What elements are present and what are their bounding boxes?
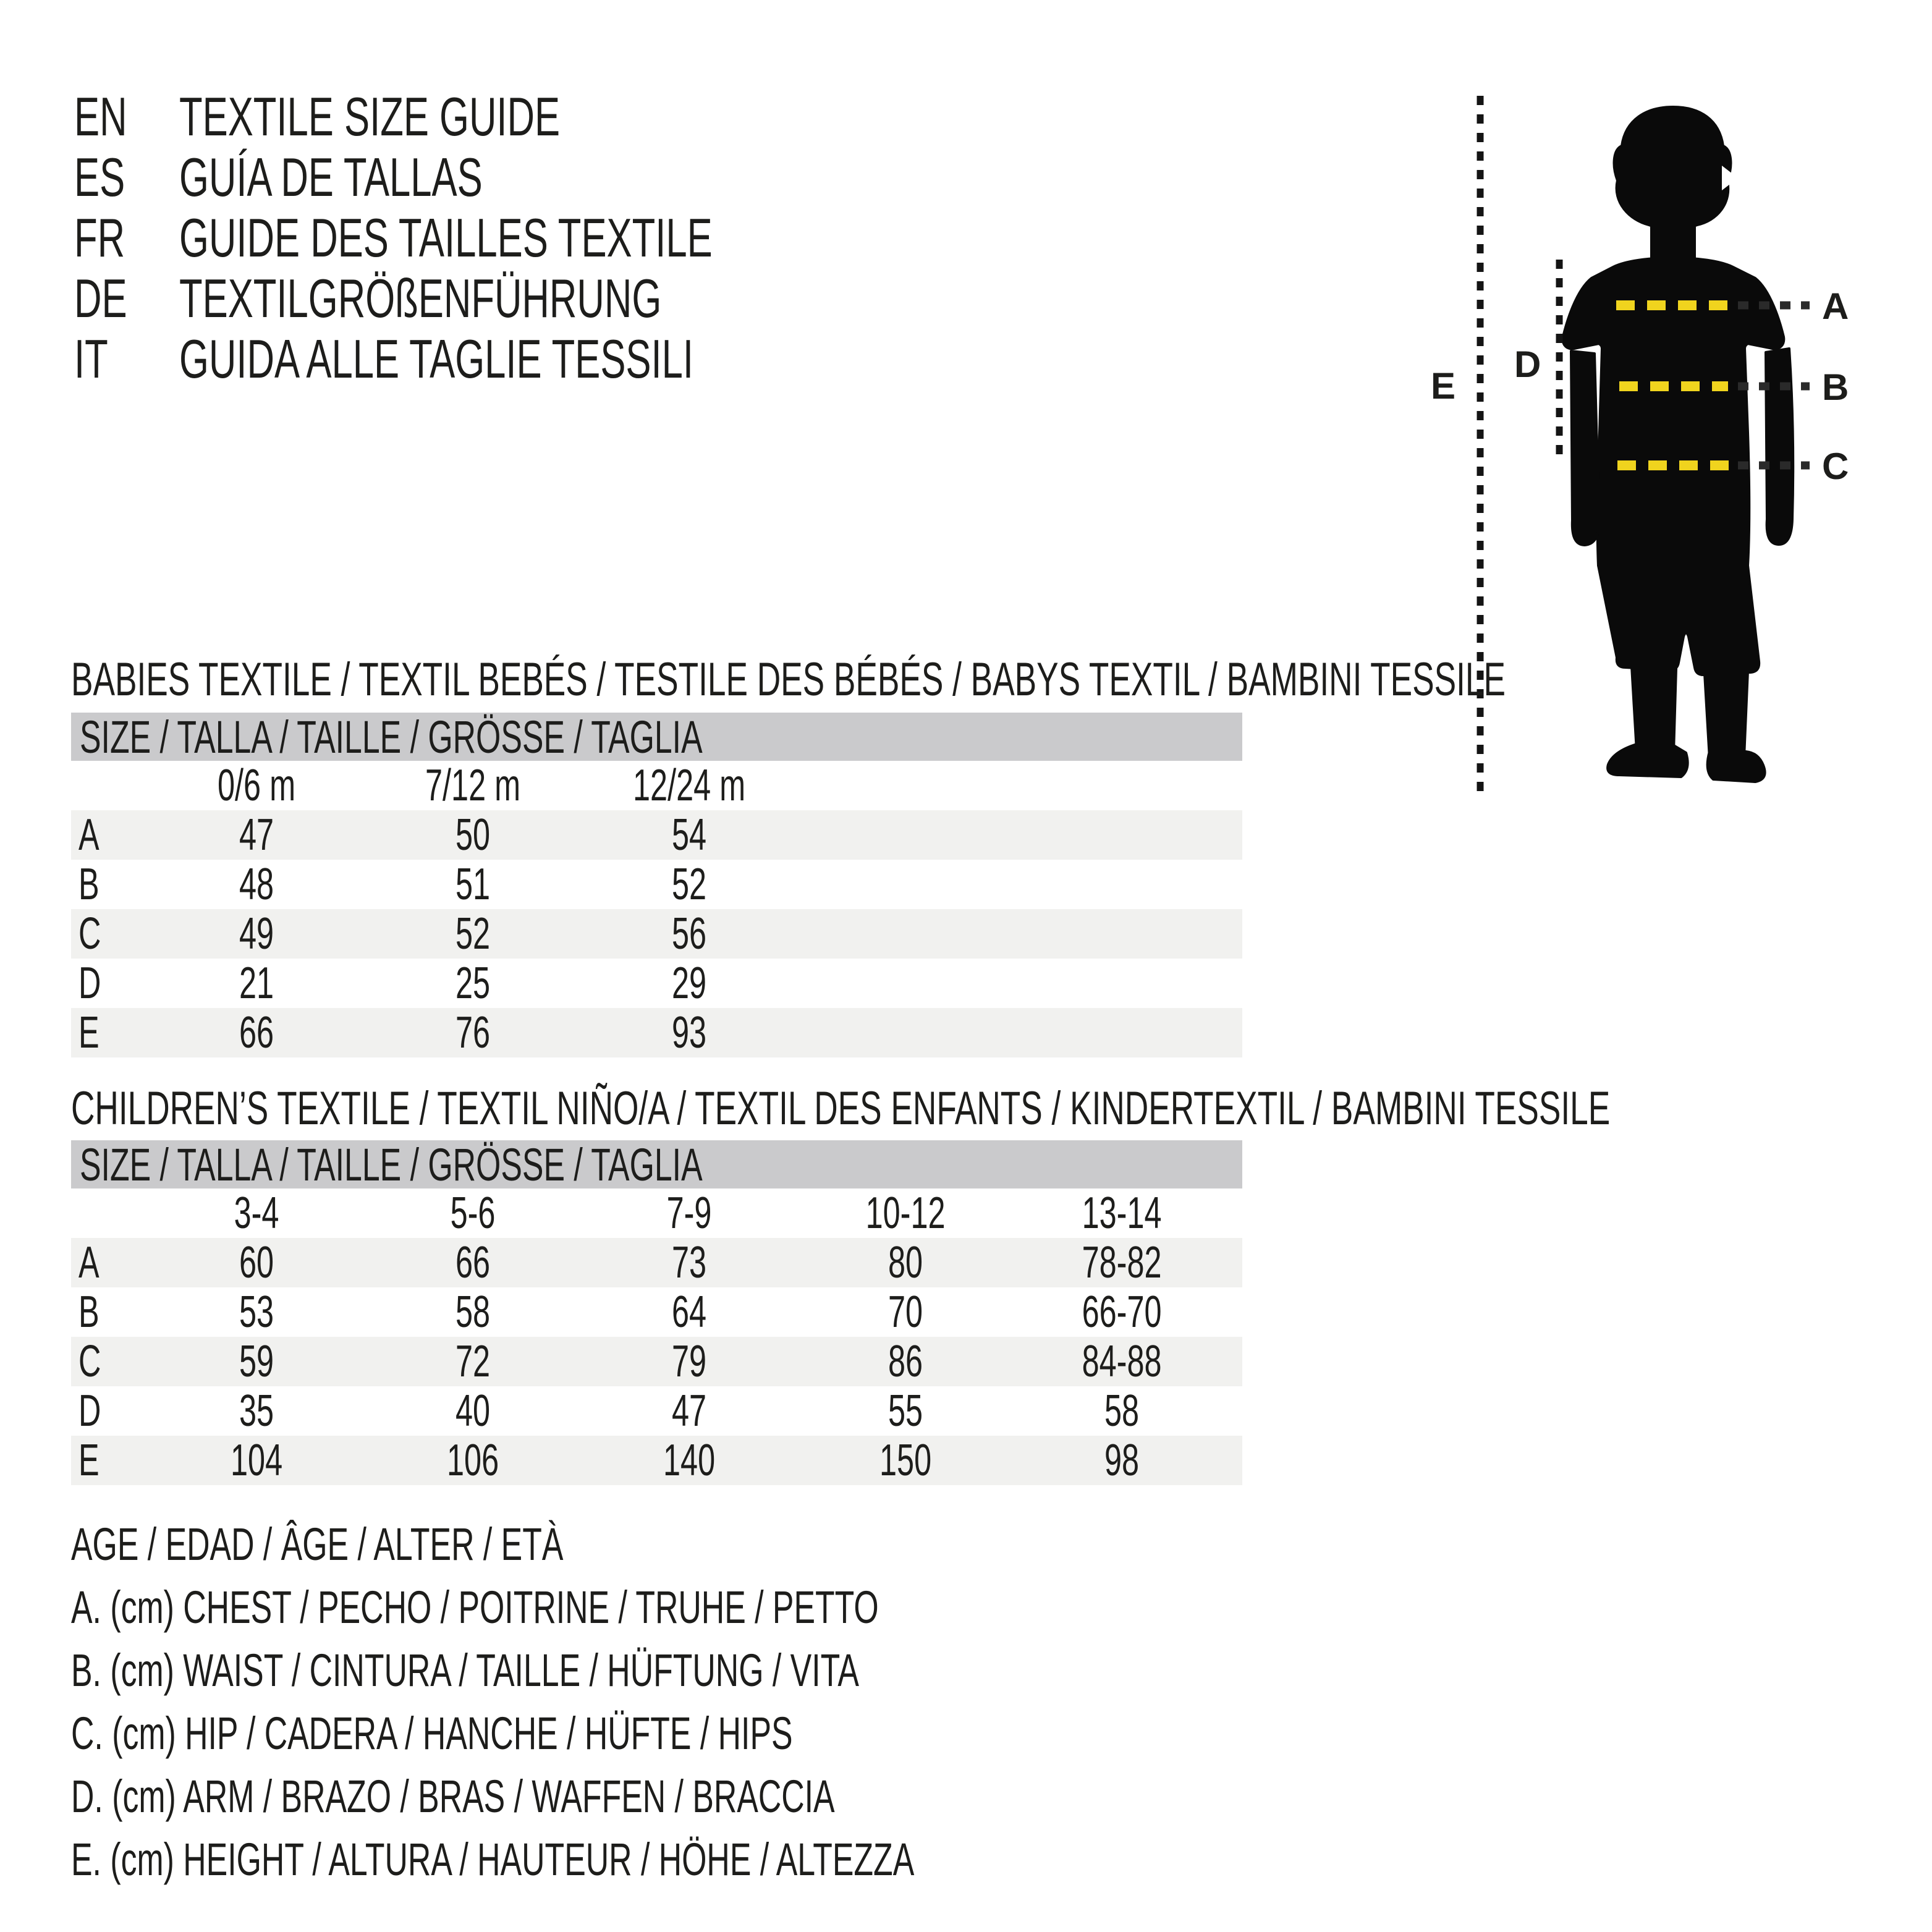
table-cell: 79 — [671, 1337, 707, 1386]
babies-size-bar — [71, 713, 1242, 761]
babies-section-heading — [71, 654, 1932, 706]
table-cell: 72 — [455, 1337, 491, 1386]
children-section-heading-text: CHILDREN’S TEXTILE / TEXTIL NIÑO/A / TEXTIL DES ENFANTS / KINDERTEXTIL / BAMBINI TESSILE — [71, 1082, 1611, 1135]
language-code: EN — [74, 86, 127, 147]
row-label: E — [78, 1008, 100, 1057]
table-cell: 66 — [455, 1238, 491, 1287]
row-label: D — [78, 959, 101, 1008]
row-label: C — [78, 1337, 101, 1386]
table-cell: 106 — [446, 1436, 499, 1485]
table-cell: 58 — [1104, 1386, 1140, 1436]
language-code: FR — [74, 207, 125, 268]
language-code: ES — [74, 146, 125, 208]
table-cell: 53 — [239, 1287, 274, 1337]
row-label: A — [78, 1238, 100, 1287]
language-code: DE — [74, 268, 127, 329]
babies-table-row — [71, 909, 1242, 959]
table-cell: 29 — [671, 959, 707, 1008]
children-column-header: 13-14 — [1082, 1188, 1162, 1238]
table-cell: 150 — [879, 1436, 932, 1485]
babies-size-table — [71, 713, 1242, 1057]
babies-table-row — [71, 1008, 1242, 1057]
table-cell: 51 — [455, 860, 491, 909]
language-row — [74, 147, 612, 208]
silhouette-left-shoe — [1608, 744, 1688, 777]
language-title: GUIDE DES TAILLES TEXTILE — [179, 207, 713, 268]
babies-column-header: 12/24 m — [632, 761, 746, 810]
table-cell: 66-70 — [1082, 1287, 1162, 1337]
table-cell: 84-88 — [1082, 1337, 1162, 1386]
table-cell: 21 — [239, 959, 274, 1008]
children-size-bar — [71, 1140, 1242, 1188]
babies-column-header: 0/6 m — [217, 761, 296, 810]
figure-label-a: A — [1822, 286, 1849, 327]
table-cell: 80 — [888, 1238, 923, 1287]
babies-column-header-row — [71, 761, 1242, 810]
row-label: B — [78, 1287, 100, 1337]
table-cell: 78-82 — [1082, 1238, 1162, 1287]
babies-table-row — [71, 959, 1242, 1008]
babies-section-heading-text: BABIES TEXTILE / TEXTIL BEBÉS / TESTILE DES BÉBÉS / BABYS TEXTIL / BAMBINI TESSILE — [71, 653, 1506, 706]
language-row — [74, 329, 914, 389]
language-title: GUÍA DE TALLAS — [179, 146, 483, 208]
legend-line-age: AGE / EDAD / ÂGE / ALTER / ETÀ — [71, 1519, 564, 1570]
table-cell: 47 — [239, 810, 274, 860]
row-label: B — [78, 860, 100, 909]
silhouette-right-shoe — [1708, 752, 1765, 782]
language-title: TEXTILE SIZE GUIDE — [179, 86, 561, 147]
babies-table-row — [71, 810, 1242, 860]
table-cell: 76 — [455, 1008, 491, 1057]
legend-line-arm: D. (cm) ARM / BRAZO / BRAS / WAFFEN / BRACCIA — [71, 1771, 835, 1822]
silhouette-head — [1614, 107, 1731, 228]
legend-line-hip: C. (cm) HIP / CADERA / HANCHE / HÜFTE / HIPS — [71, 1708, 793, 1759]
table-cell: 52 — [455, 909, 491, 959]
children-size-bar-text: SIZE / TALLA / TAILLE / GRÖSSE / TAGLIA — [80, 1138, 703, 1190]
children-table-row — [71, 1287, 1242, 1337]
table-cell: 73 — [671, 1238, 707, 1287]
silhouette-right-arm — [1766, 349, 1793, 544]
children-column-header: 5-6 — [450, 1188, 496, 1238]
figure-label-d: D — [1514, 344, 1541, 385]
language-row — [74, 87, 723, 147]
children-column-header: 3-4 — [234, 1188, 279, 1238]
babies-size-bar-text: SIZE / TALLA / TAILLE / GRÖSSE / TAGLIA — [80, 711, 703, 763]
legend-line-waist: B. (cm) WAIST / CINTURA / TAILLE / HÜFTUNG / VITA — [71, 1645, 859, 1696]
language-code: IT — [74, 328, 108, 389]
children-section-heading — [71, 1083, 1932, 1135]
legend-line-chest: A. (cm) CHEST / PECHO / POITRINE / TRUHE / PETTO — [71, 1582, 879, 1633]
children-table-row — [71, 1238, 1242, 1287]
babies-column-header: 7/12 m — [425, 761, 521, 810]
table-cell: 70 — [888, 1287, 923, 1337]
legend-line-height: E. (cm) HEIGHT / ALTURA / HAUTEUR / HÖHE / ALTEZZA — [71, 1834, 915, 1885]
table-cell: 40 — [455, 1386, 491, 1436]
table-cell: 54 — [671, 810, 707, 860]
babies-table-row — [71, 860, 1242, 909]
children-table-row — [71, 1436, 1242, 1485]
table-cell: 35 — [239, 1386, 274, 1436]
figure-label-e: E — [1431, 365, 1456, 407]
language-row — [74, 208, 941, 268]
children-table-row — [71, 1337, 1242, 1386]
table-cell: 64 — [671, 1287, 707, 1337]
table-cell: 140 — [663, 1436, 716, 1485]
table-cell: 93 — [671, 1008, 707, 1057]
children-size-table — [71, 1140, 1242, 1485]
table-cell: 58 — [455, 1287, 491, 1337]
table-cell: 55 — [888, 1386, 923, 1436]
table-cell: 49 — [239, 909, 274, 959]
table-cell: 98 — [1104, 1436, 1140, 1485]
table-cell: 25 — [455, 959, 491, 1008]
table-cell: 104 — [230, 1436, 283, 1485]
language-row — [74, 268, 868, 329]
silhouette-left-arm — [1571, 351, 1599, 545]
row-label: A — [78, 810, 100, 860]
children-column-header: 10-12 — [865, 1188, 946, 1238]
table-cell: 66 — [239, 1008, 274, 1057]
table-cell: 48 — [239, 860, 274, 909]
language-title: GUIDA ALLE TAGLIE TESSILI — [179, 328, 693, 389]
children-column-header: 7-9 — [666, 1188, 712, 1238]
children-table-row — [71, 1386, 1242, 1436]
table-cell: 59 — [239, 1337, 274, 1386]
table-cell: 56 — [671, 909, 707, 959]
table-cell: 52 — [671, 860, 707, 909]
children-column-header-row — [71, 1188, 1242, 1238]
row-label: D — [78, 1386, 101, 1436]
figure-label-b: B — [1822, 366, 1849, 408]
table-cell: 50 — [455, 810, 491, 860]
table-cell: 86 — [888, 1337, 923, 1386]
row-label: C — [78, 909, 101, 959]
table-cell: 60 — [239, 1238, 274, 1287]
figure-label-c: C — [1822, 446, 1849, 487]
table-cell: 47 — [671, 1386, 707, 1436]
language-title: TEXTILGRÖßENFÜHRUNG — [179, 268, 662, 329]
row-label: E — [78, 1436, 100, 1485]
